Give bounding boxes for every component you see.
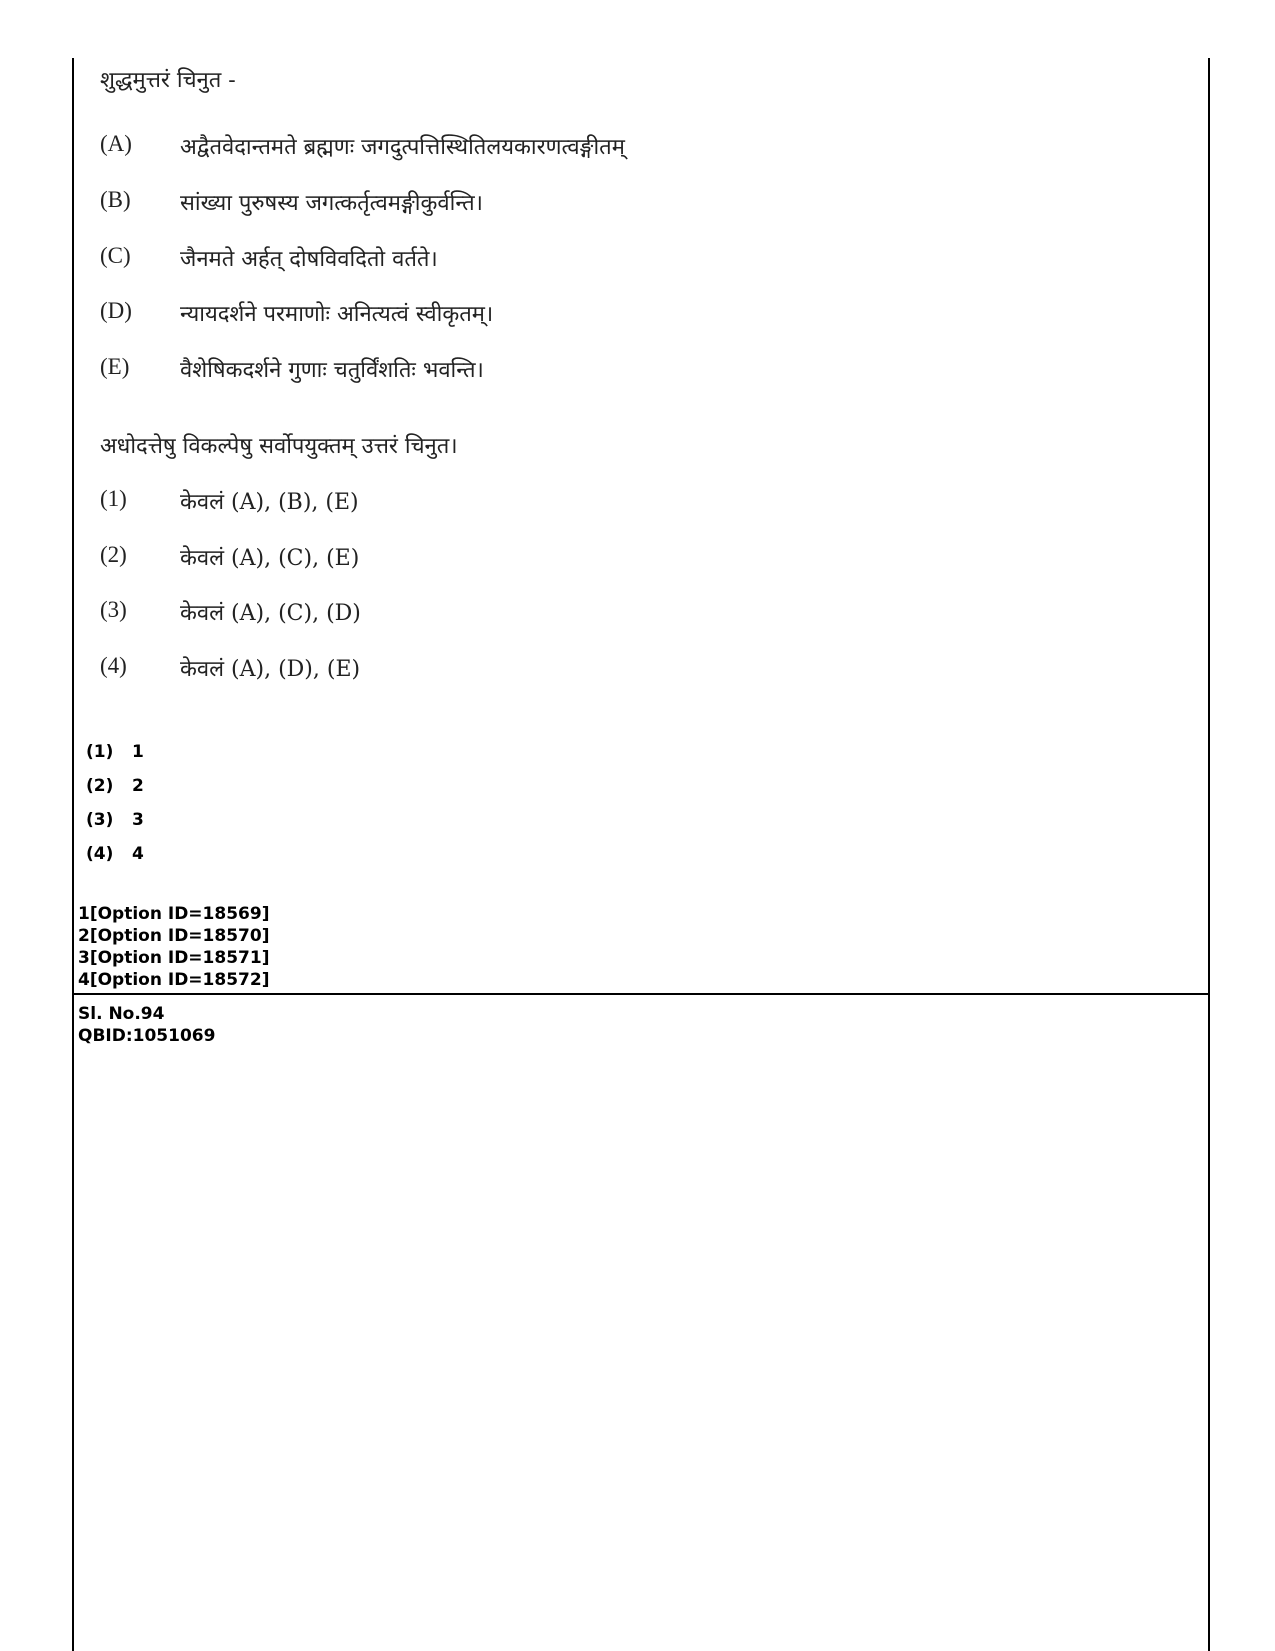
option-id-list (78, 903, 269, 991)
statement-text: वैशेषिकदर्शने गुणाः चतुर्विंशतिः भवन्ति। (180, 358, 484, 383)
answer-option-value: 2 (132, 776, 144, 796)
choice-text: केवलं (A), (B), (E) (180, 490, 359, 515)
choice-text: केवलं (A), (D), (E) (180, 657, 361, 682)
answer-option-value: 1 (132, 742, 144, 762)
statement-label: (D) (100, 298, 132, 323)
statement-d (100, 298, 493, 328)
statement-text: अद्वैतवेदान्तमते ब्रह्मणः जगदुत्पत्तिस्थितिलयकारणत्वङ्गीतम् (180, 135, 625, 160)
serial-number: Sl. No.94 (78, 1004, 165, 1024)
option-id-line: 4[Option ID=18572] (78, 970, 270, 990)
answer-option-label: (4) (86, 844, 114, 864)
page-border-left (72, 58, 74, 1651)
statement-label: (C) (100, 243, 131, 268)
choice-1 (100, 486, 359, 516)
answer-option-4[interactable] (86, 844, 144, 864)
choice-label: (2) (100, 542, 127, 567)
answer-option-2[interactable] (86, 776, 144, 796)
question-divider (72, 993, 1210, 995)
answer-option-value: 3 (132, 810, 144, 830)
choice-label: (1) (100, 486, 127, 511)
choice-4 (100, 653, 360, 683)
choice-label: (3) (100, 597, 127, 622)
option-id-line: 2[Option ID=18570] (78, 926, 270, 946)
answer-option-label: (3) (86, 810, 114, 830)
question-bank-id: QBID:1051069 (78, 1026, 216, 1046)
statement-label: (E) (100, 354, 130, 379)
answer-option-3[interactable] (86, 810, 144, 830)
statement-text: सांख्या पुरुषस्य जगत्कर्तृत्वमङ्गीकुर्वन्ति। (180, 191, 483, 216)
statement-c (100, 243, 438, 273)
option-id-line: 1[Option ID=18569] (78, 904, 270, 924)
next-question-meta (78, 1003, 215, 1047)
choice-text: केवलं (A), (C), (E) (180, 546, 360, 571)
statement-b (100, 187, 483, 217)
answer-option-label: (2) (86, 776, 114, 796)
choice-text: केवलं (A), (C), (D) (180, 601, 361, 626)
choice-3 (100, 597, 361, 627)
option-id-line: 3[Option ID=18571] (78, 948, 270, 968)
statement-text: न्यायदर्शने परमाणोः अनित्यत्वं स्वीकृतम्। (180, 302, 494, 327)
answer-option-label: (1) (86, 742, 114, 762)
page-border-right (1208, 58, 1210, 1651)
statement-a (100, 131, 625, 161)
question-prompt: शुद्धमुत्तरं चिनुत - (100, 68, 236, 93)
statement-e (100, 354, 484, 384)
choice-label: (4) (100, 653, 127, 678)
statement-label: (A) (100, 131, 132, 156)
statement-text: जैनमते अर्हत् दोषविवदितो वर्तते। (180, 247, 438, 272)
statement-label: (B) (100, 187, 131, 212)
answer-option-value: 4 (132, 844, 144, 864)
answer-option-1[interactable] (86, 742, 144, 762)
choice-2 (100, 542, 359, 572)
question-instruction: अधोदत्तेषु विकल्पेषु सर्वोपयुक्तम् उत्तरं चिनुत। (100, 434, 458, 459)
